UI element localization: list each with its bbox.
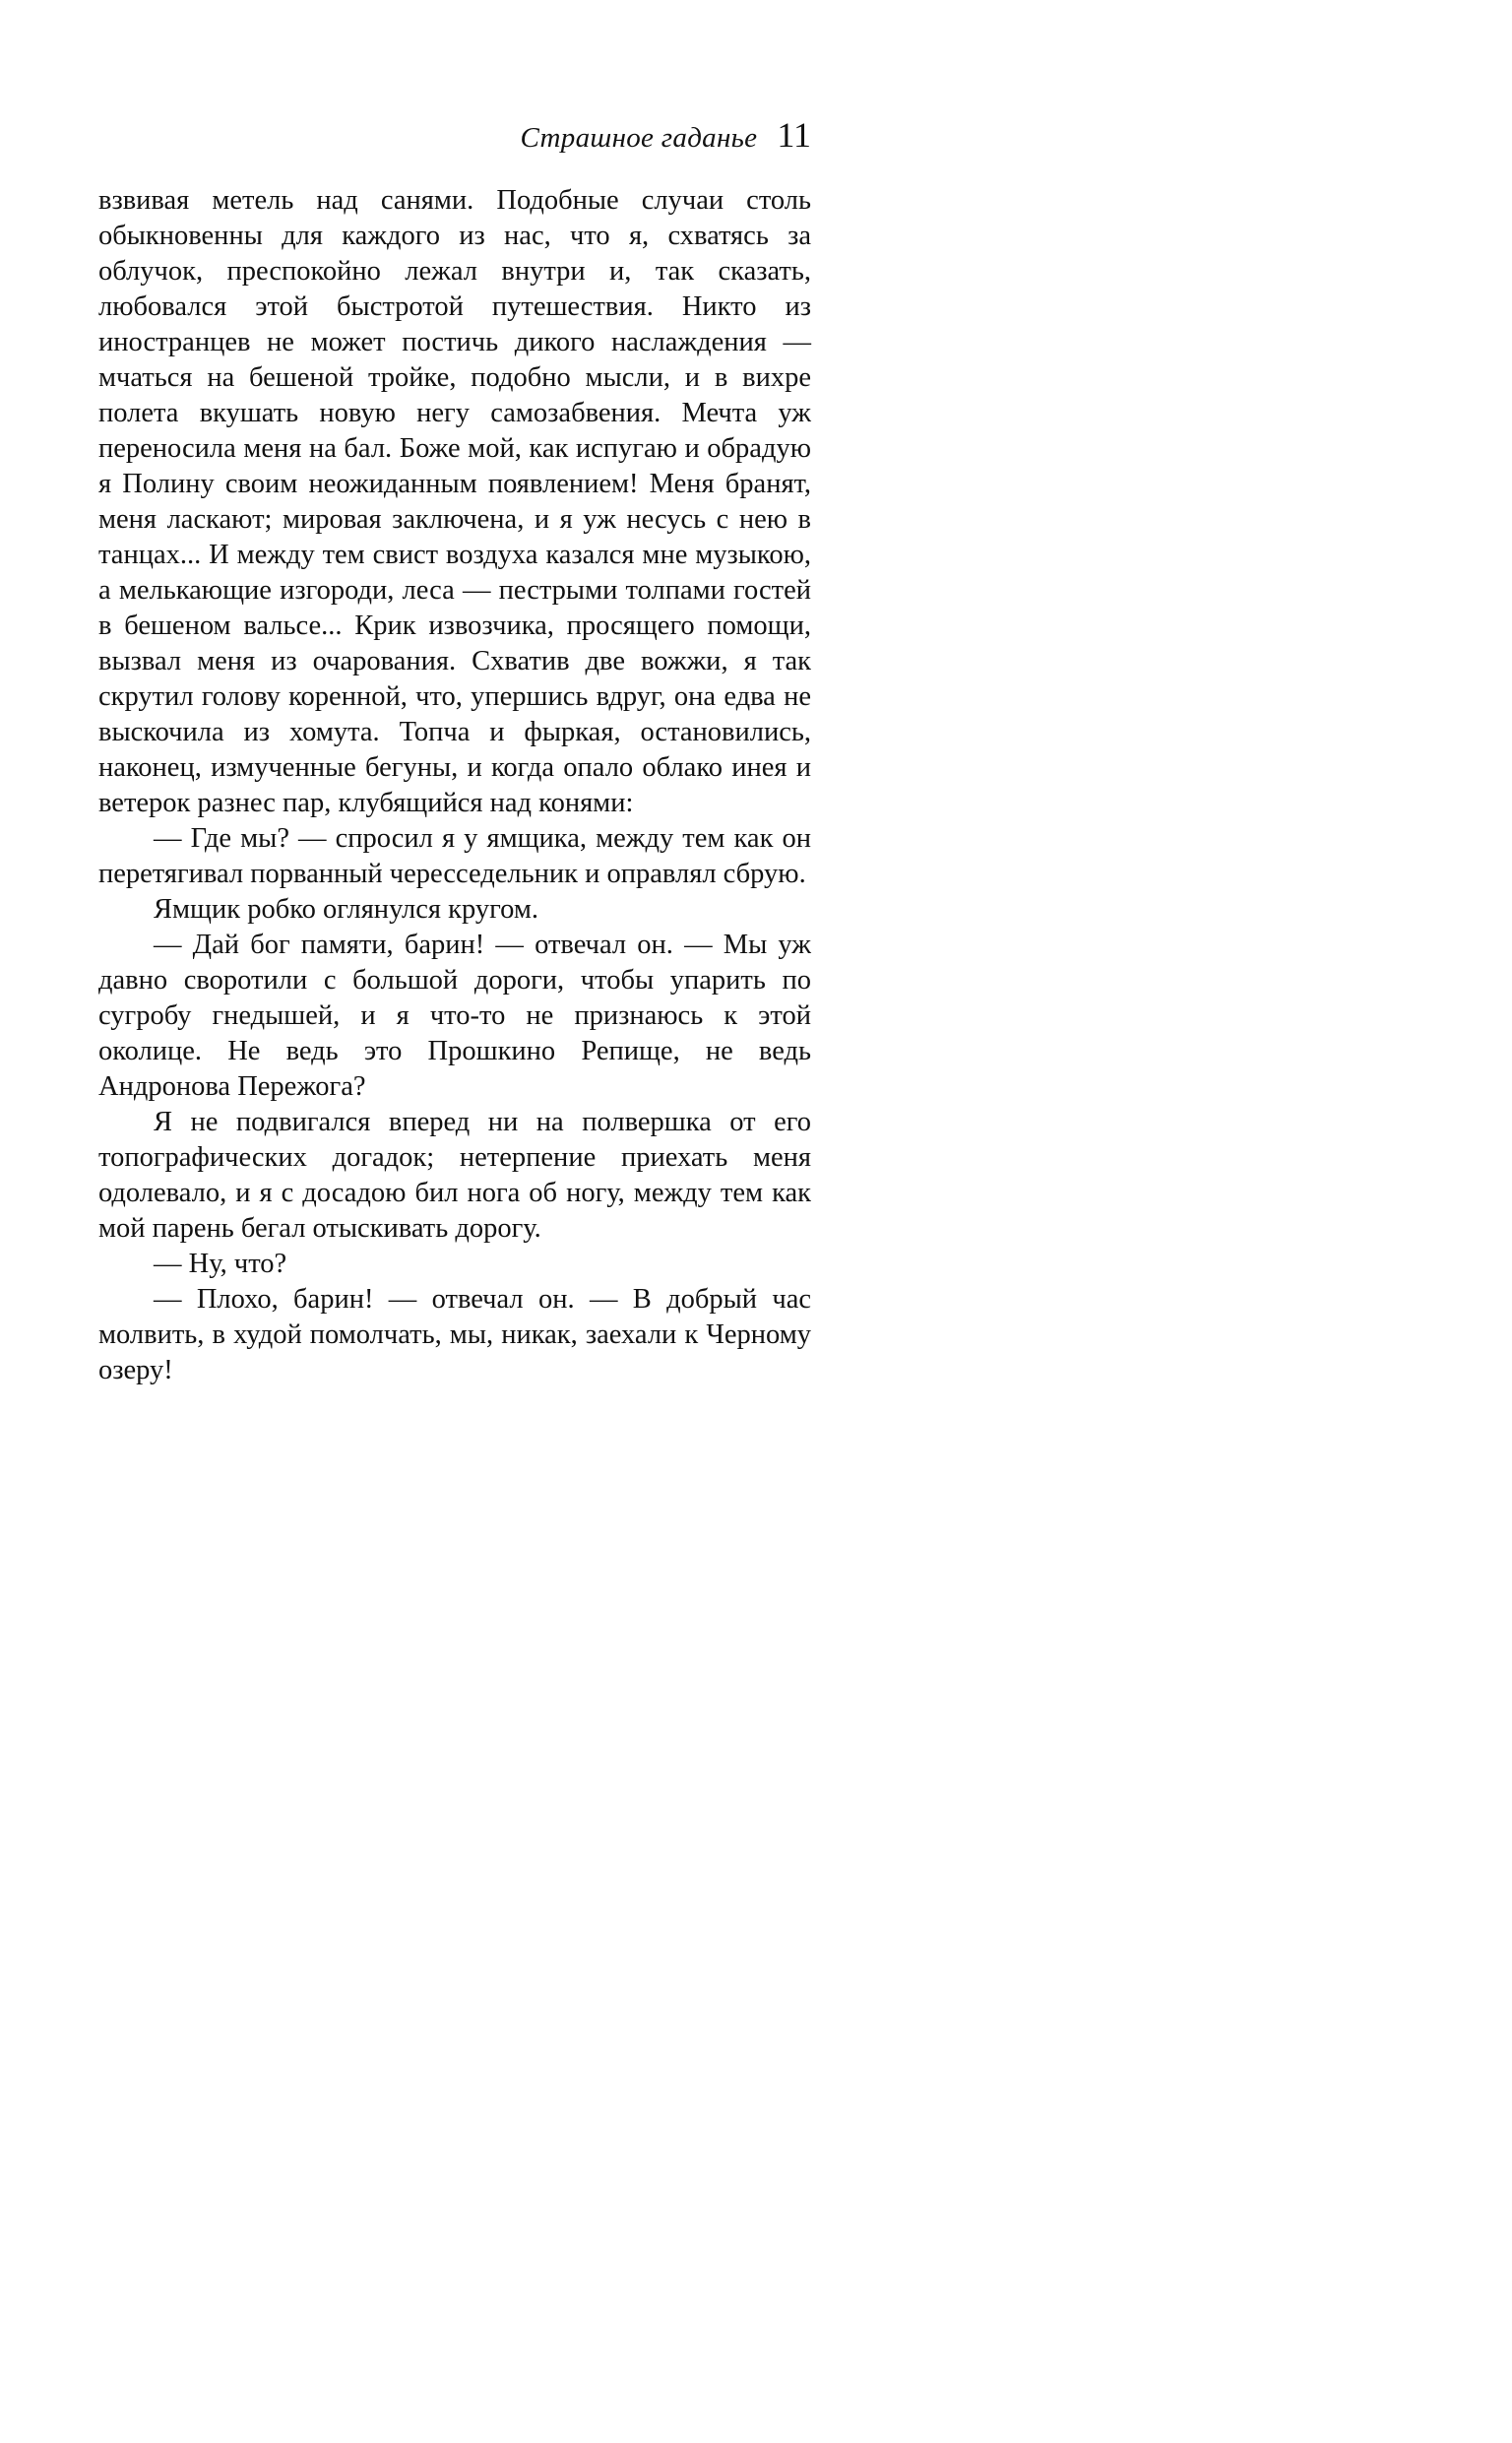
paragraph: Я не подвигался вперед ни на полвершка от его топографических догадок; нетерпение приехать меня одолевало, и я с досадою бил нога об ногу, между тем как мой парень бегал отыскивать дорогу. <box>98 1107 811 1244</box>
paragraph: — Где мы? — спросил я у ямщика, между тем как он перетягивал порванный чересседельник и оправлял сбрую. <box>98 823 811 889</box>
page-number: 11 <box>777 115 811 155</box>
paragraph: Ямщик робко оглянулся кругом. <box>154 894 538 925</box>
running-title: Страшное гаданье <box>520 122 758 154</box>
page-header <box>98 114 811 156</box>
body-text <box>98 183 811 1388</box>
paragraph: — Дай бог памяти, барин! — отвечал он. — Мы уж давно своротили с большой дороги, чтобы упарить по сугробу гнедышей, и я что-то не признаюсь к этой околице. Не ведь это Прошкино Репище, не ведь Андронова Пережога? <box>98 930 811 1102</box>
paragraph: — Ну, что? <box>154 1249 287 1279</box>
paragraph: взвивая метель над санями. Подобные случаи столь обыкновенны для каждого из нас, что я, схватясь за облучок, преспокойно лежал внутри и, так сказать, любовался этой быстротой путешествия. Никто из иностранцев не может постичь дикого наслаждения — мчаться на бешеной тройке, подобно мысли, и в вихре полета вкушать новую негу самозабвения. Мечта уж переносила меня на бал. Боже мой, как испугаю и обрадую я Полину своим неожиданным появлением! Меня бранят, меня ласкают; мировая заключена, и я уж несусь с нею в танцах... И между тем свист воздуха казался мне музыкою, а мелькающие изгороди, леса — пестрыми толпами гостей в бешеном вальсе... Крик извозчика, просящего помощи, вызвал меня из очарования. Схватив две вожжи, я так скрутил голову коренной, что, упершись вдруг, она едва не выскочила из хомута. Топча и фыркая, остановились, наконец, измученные бегуны, и когда опало облако инея и ветерок разнес пар, клубящийся над конями: <box>98 185 811 818</box>
paragraph: — Плохо, барин! — отвечал он. — В добрый час молвить, в худой помолчать, мы, никак, заехали к Черному озеру! <box>98 1284 811 1385</box>
